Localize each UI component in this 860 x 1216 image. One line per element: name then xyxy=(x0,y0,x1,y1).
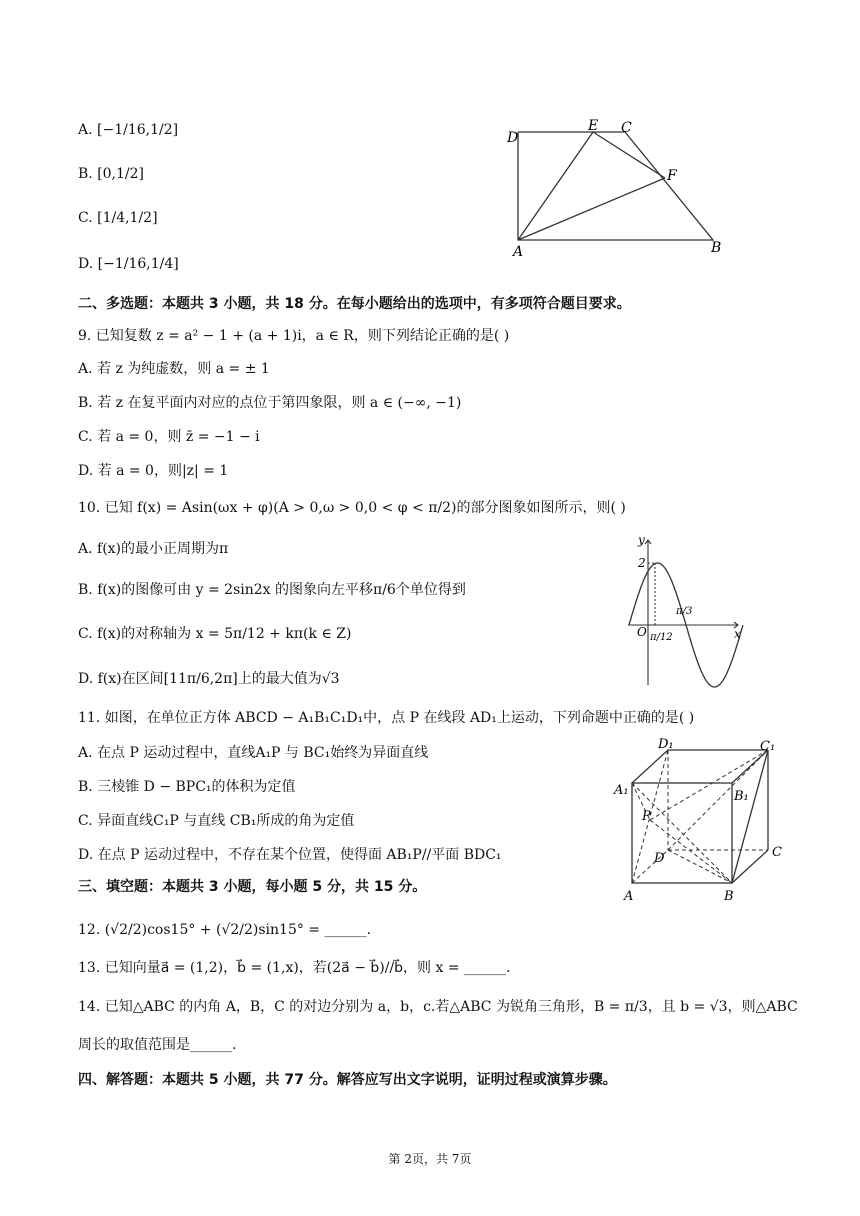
label-d: D xyxy=(654,851,665,866)
q11-option-c: C. 异面直线C₁P 与直线 CB₁所成的角为定值 xyxy=(78,813,355,829)
label-2: 2 xyxy=(638,556,646,570)
q10-option-c: C. f(x)的对称轴为 x = 5π/12 + kπ(k ∈ Z) xyxy=(78,626,352,642)
q9-option-b: B. 若 z 在复平面内对应的点位于第四象限，则 a ∈ (−∞, −1) xyxy=(78,395,462,411)
label-c1: C₁ xyxy=(760,739,776,754)
q12: 12. (√2/2)cos15° + (√2/2)sin15° = ______. xyxy=(78,922,371,938)
label-pi12: π/12 xyxy=(650,632,673,643)
label-a: A xyxy=(513,244,524,260)
label-e: E xyxy=(588,118,599,134)
label-c: C xyxy=(772,845,782,860)
q11-option-b: B. 三棱锥 D − BPC₁的体积为定值 xyxy=(78,779,296,795)
q10-stem: 10. 已知 f(x) = Asin(ωx + φ)(A > 0,ω > 0,0 < φ < π/2)的部分图象如图所示，则( ) xyxy=(78,500,626,516)
label-b1: B₁ xyxy=(734,789,749,804)
label-y: y xyxy=(638,533,645,547)
label-d: D xyxy=(507,130,519,146)
label-pi3: π/3 xyxy=(676,606,693,617)
q11-stem: 11. 如图，在单位正方体 ABCD − A₁B₁C₁D₁中，点 P 在线段 AD₁上运动，下列命题中正确的是( ) xyxy=(78,710,695,726)
page-footer: 第 2页，共 7页 xyxy=(388,1152,472,1166)
label-p: P xyxy=(642,809,651,824)
label-f: F xyxy=(667,168,677,184)
q11-option-a: A. 在点 P 运动过程中，直线A₁P 与 BC₁始终为异面直线 xyxy=(78,745,429,761)
q10-option-d: D. f(x)在区间[11π/6,2π]上的最大值为√3 xyxy=(78,671,340,687)
q9-stem: 9. 已知复数 z = a² − 1 + (a + 1)i，a ∈ R，则下列结论正确的是( ) xyxy=(78,328,510,344)
label-o: O xyxy=(637,625,647,639)
label-b: B xyxy=(724,889,734,904)
label-a: A xyxy=(624,889,634,904)
sine-graph-figure xyxy=(618,530,748,690)
label-a1: A₁ xyxy=(614,783,629,798)
q8-option-c: C. [1/4,1/2] xyxy=(78,210,158,226)
q9-option-d: D. 若 a = 0，则|z| = 1 xyxy=(78,463,229,479)
q8-option-d: D. [−1/16,1/4] xyxy=(78,256,179,272)
section-2-heading: 二、多选题：本题共 3 小题，共 18 分。在每小题给出的选项中，有多项符合题目要求。 xyxy=(78,296,631,312)
q8-option-b: B. [0,1/2] xyxy=(78,166,145,182)
q9-option-a: A. 若 z 为纯虚数，则 a = ± 1 xyxy=(78,361,270,377)
q13: 13. 已知向量a⃗ = (1,2)，b⃗ = (1,x)，若(2a⃗ − b⃗)//b⃗，则 x = ______. xyxy=(78,960,511,976)
q14-line1: 14. 已知△ABC 的内角 A，B，C 的对边分别为 a，b，c.若△ABC 为锐角三角形，B = π/3，且 b = √3，则△ABC xyxy=(78,999,798,1015)
q9-option-c: C. 若 a = 0，则 z̄ = −1 − i xyxy=(78,429,260,445)
q10-option-b: B. f(x)的图像可由 y = 2sin2x 的图象向左平移π/6个单位得到 xyxy=(78,582,466,598)
label-d1: D₁ xyxy=(658,738,674,752)
q11-option-d: D. 在点 P 运动过程中，不存在某个位置，使得面 AB₁P//平面 BDC₁ xyxy=(78,847,502,863)
q8-option-a: A. [−1/16,1/2] xyxy=(78,122,179,138)
trapezoid-figure xyxy=(505,118,735,260)
label-b: B xyxy=(711,240,722,256)
label-x: x xyxy=(734,627,741,641)
section-3-heading: 三、填空题：本题共 3 小题，每小题 5 分，共 15 分。 xyxy=(78,879,427,895)
section-4-heading: 四、解答题：本题共 5 小题，共 77 分。解答应写出文字说明，证明过程或演算步骤。 xyxy=(78,1072,617,1088)
q10-option-a: A. f(x)的最小正周期为π xyxy=(78,541,229,557)
cube-figure xyxy=(610,738,790,904)
q14-line2: 周长的取值范围是______. xyxy=(78,1037,237,1053)
label-c: C xyxy=(621,120,632,136)
